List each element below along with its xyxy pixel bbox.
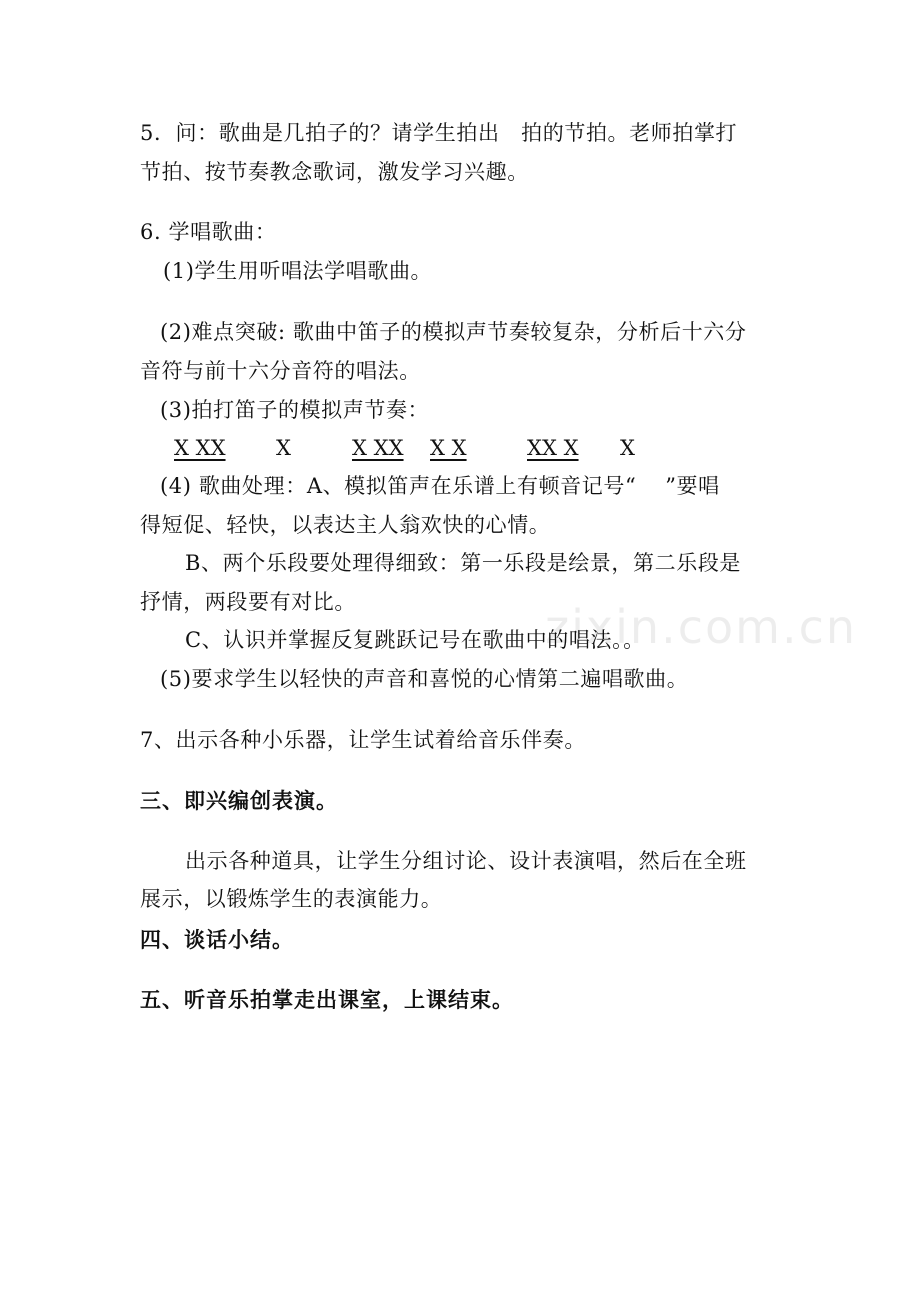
rhythm-group-4: X X xyxy=(430,436,467,460)
q7-line: 7、出示各种小乐器，让学生试着给音乐伴奏。 xyxy=(140,728,586,752)
q6-item-4-line-1: (4) 歌曲处理：A、模拟笛声在乐谱上有顿音记号“ ”要唱 xyxy=(160,474,720,498)
watermark: zixin.com.cn xyxy=(545,600,858,654)
q6-item-5: (5)要求学生以轻快的声音和喜悦的心情第二遍唱歌曲。 xyxy=(160,667,689,691)
section-5-heading: 五、听音乐拍掌走出课室，上课结束。 xyxy=(140,988,514,1012)
q6-item-2-line-2: 音符与前十六分音符的唱法。 xyxy=(140,359,421,383)
rhythm-group-6: X xyxy=(620,436,635,460)
q5-line-1: 5．问：歌曲是几拍子的？请学生拍出 拍的节拍。老师拍掌打 xyxy=(140,121,738,145)
rhythm-group-2: X xyxy=(276,436,291,460)
q6-item-4b-line-2: 抒情，两段要有对比。 xyxy=(140,590,356,614)
rhythm-group-1: X XX xyxy=(174,436,226,460)
q6-title: 6. 学唱歌曲： xyxy=(140,220,277,244)
section-3-heading: 三、即兴编创表演。 xyxy=(140,789,338,813)
q6-item-2-line-1: (2)难点突破: 歌曲中笛子的模拟声节奏较复杂，分析后十六分 xyxy=(160,320,747,344)
q6-item-4b-line-1: B、两个乐段要处理得细致：第一乐段是绘景，第二乐段是 xyxy=(185,551,742,575)
q5-line-2: 节拍、按节奏教念歌词，激发学习兴趣。 xyxy=(140,160,529,184)
rhythm-group-3: X XX xyxy=(352,436,404,460)
section-3-para-line-2: 展示，以锻炼学生的表演能力。 xyxy=(140,887,443,911)
q6-item-1: (1)学生用听唱法学唱歌曲。 xyxy=(163,259,433,283)
rhythm-group-5: XX X xyxy=(527,436,579,460)
q6-item-4c: C、认识并掌握反复跳跃记号在歌曲中的唱法。。 xyxy=(185,628,645,652)
section-4-heading: 四、谈话小结。 xyxy=(140,928,294,952)
section-3-para-line-1: 出示各种道具，让学生分组讨论、设计表演唱，然后在全班 xyxy=(185,849,747,873)
q6-item-4-line-2: 得短促、轻快，以表达主人翁欢快的心情。 xyxy=(140,513,551,537)
q6-item-3: (3)拍打笛子的模拟声节奏： xyxy=(160,398,430,422)
